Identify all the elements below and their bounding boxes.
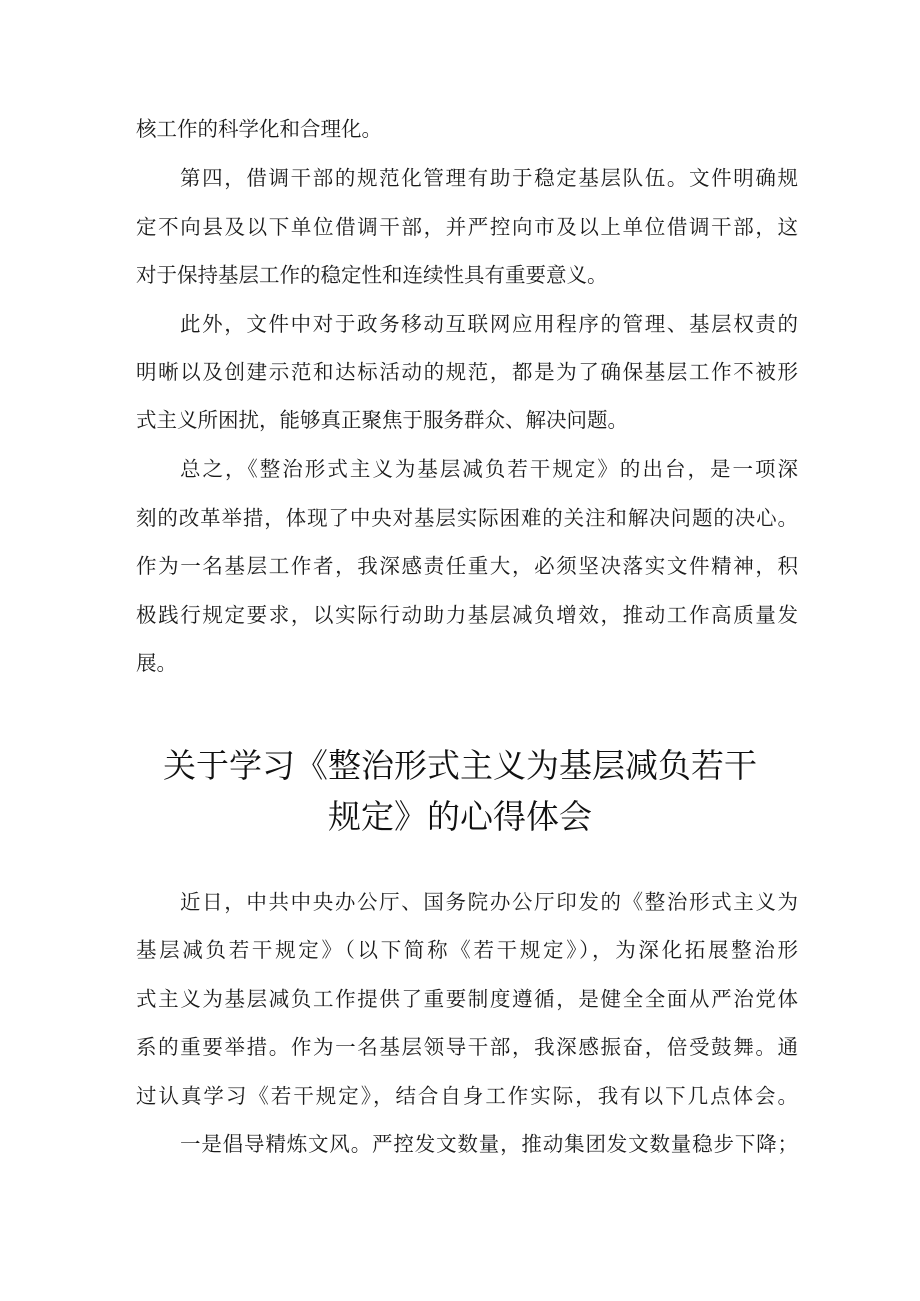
text-line: 式主义为基层减负工作提供了重要制度遵循，是健全全面从严治党体 [136,987,798,1011]
article-title-line-2: 规定》的心得体会 [328,797,592,836]
text-line: 式主义所困扰，能够真正聚焦于服务群众、解决问题。 [136,408,628,432]
text-line: 对于保持基层工作的稳定性和连续性具有重要意义。 [136,263,608,287]
text-line: 第四，借调干部的规范化管理有助于稳定基层队伍。文件明确规 [180,166,798,190]
text-line: 基层减负若干规定》（以下简称《若干规定》），为深化拓展整治形 [136,938,798,962]
text-line: 系的重要举措。作为一名基层领导干部，我深感振奋，倍受鼓舞。通 [136,1035,798,1059]
text-line: 刻的改革举措，体现了中央对基层实际困难的关注和解决问题的决心。 [136,506,798,530]
text-line: 展。 [136,651,177,675]
text-line: 过认真学习《若干规定》，结合自身工作实际，我有以下几点体会。 [136,1084,798,1108]
text-line: 明晰以及创建示范和达标活动的规范，都是为了确保基层工作不被形 [136,360,798,384]
article-title-line-1: 关于学习《整治形式主义为基层减负若干 [163,746,757,785]
text-line: 总之，《整治形式主义为基层减负若干规定》的出台，是一项深 [180,457,798,481]
text-line: 定不向县及以下单位借调干部，并严控向市及以上单位借调干部，这 [136,215,798,239]
text-line: 一是倡导精炼文风。严控发文数量，推动集团发文数量稳步下降； [180,1132,798,1156]
text-line: 近日，中共中央办公厅、国务院办公厅印发的《整治形式主义为 [180,890,798,914]
text-line: 此外，文件中对于政务移动互联网应用程序的管理、基层权责的 [180,312,798,336]
text-line: 核工作的科学化和合理化。 [136,117,382,141]
text-line: 极践行规定要求，以实际行动助力基层减负增效，推动工作高质量发 [136,603,798,627]
text-line: 作为一名基层工作者，我深感责任重大，必须坚决落实文件精神，积 [136,554,798,578]
